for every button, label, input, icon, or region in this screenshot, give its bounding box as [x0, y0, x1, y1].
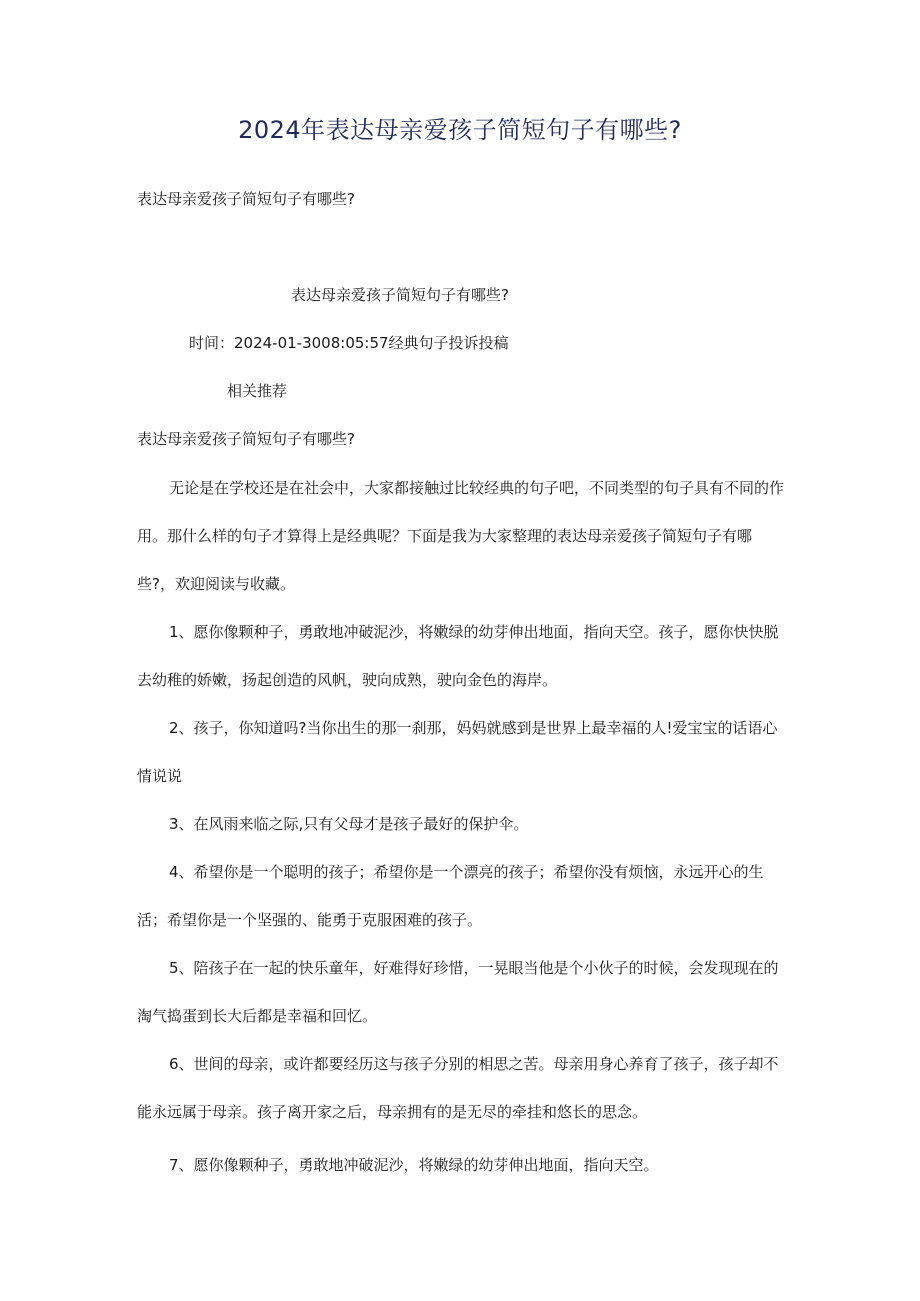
- list-item: 5、陪孩子在一起的快乐童年，好难得好珍惜，一晃眼当他是个小伙子的时候，会发现现在的淘气捣蛋到长大后都是幸福和回忆。: [137, 959, 779, 1025]
- list-item: 1、愿你像颗种子，勇敢地冲破泥沙，将嫩绿的幼芽伸出地面，指向天空。孩子，愿你快快脱去幼稚的娇嫩，扬起创造的风帆，驶向成熟，驶向金色的海岸。: [137, 623, 779, 689]
- related-label: 相关推荐: [227, 382, 288, 400]
- list-item: 4、希望你是一个聪明的孩子；希望你是一个漂亮的孩子；希望你没有烦恼，永远开心的生活；希望你是一个坚强的、能勇于克服困难的孩子。: [137, 863, 764, 929]
- centered-heading: 表达母亲爱孩子简短句子有哪些?: [291, 286, 509, 304]
- list-item: 3、在风雨来临之际,只有父母才是孩子最好的保护伞。: [169, 815, 529, 833]
- list-item: 2、孩子，你知道吗?当你出生的那一刹那，妈妈就感到是世界上最幸福的人!爱宝宝的话语心情说说: [137, 719, 778, 785]
- list-item: 7、愿你像颗种子，勇敢地冲破泥沙，将嫩绿的幼芽伸出地面，指向天空。: [169, 1156, 659, 1174]
- intro-paragraph: 无论是在学校还是在社会中，大家都接触过比较经典的句子吧，不同类型的句子具有不同的作用。那什么样的句子才算得上是经典呢？下面是我为大家整理的表达母亲爱孩子简短句子有哪些?，欢迎阅读与收藏。: [137, 479, 785, 593]
- section-heading: 表达母亲爱孩子简短句子有哪些?: [137, 430, 355, 448]
- meta-line: 时间：2024-01-3008:05:57经典句子投诉投稿: [189, 334, 509, 352]
- document-subtitle: 表达母亲爱孩子简短句子有哪些?: [137, 190, 355, 208]
- list-item: 6、世间的母亲，或许都要经历这与孩子分别的相思之苦。母亲用身心养育了孩子，孩子却不能永远属于母亲。孩子离开家之后，母亲拥有的是无尽的牵挂和悠长的思念。: [137, 1055, 779, 1121]
- document-title: 2024年表达母亲爱孩子简短句子有哪些?: [238, 116, 682, 144]
